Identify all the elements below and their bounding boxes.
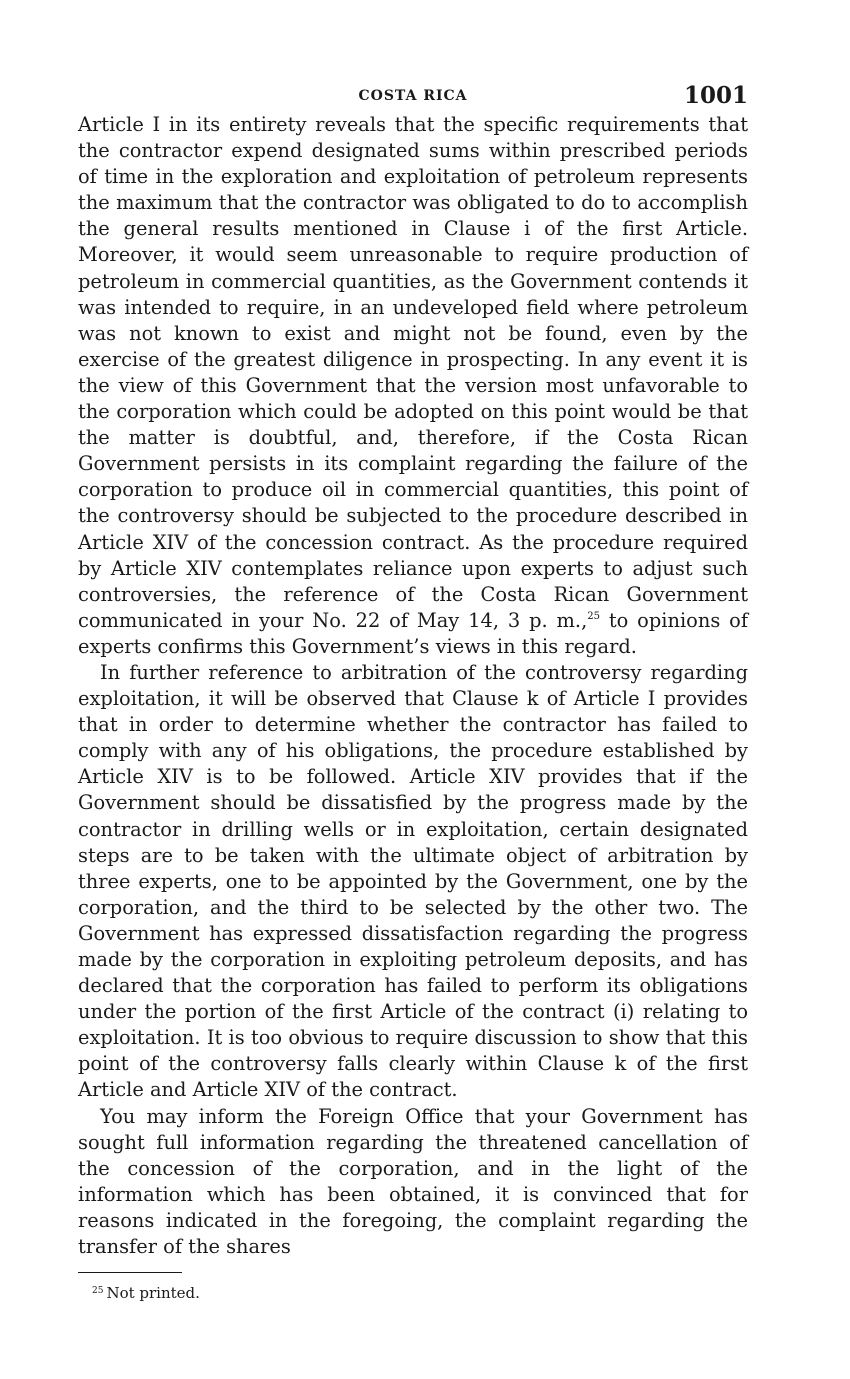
footnote-divider	[78, 1272, 182, 1273]
footnote-reference: 25	[587, 610, 600, 622]
running-title: COSTA RICA	[358, 88, 468, 104]
paragraph-1-text: Article I in its entirety reveals that the specific requirements that the contractor expend designated sums within prescribed periods of time in the exploration and exploitation of petroleum represents the maximum that the contractor was obligated to do to accomplish the general results mentioned in Clause i of the first Article. Moreover, it would seem unreasonable to require production of petroleum in commercial quantities, as the Government contends it was intended to require, in an undeveloped field where petroleum was not known to exist and might not be found, even by the exercise of the greatest diligence in prospecting. In any event it is the view of this Government that the version most unfavorable to the corporation which could be adopted on this point would be that the matter is doubtful, and, therefore, if the Costa Rican Government persists in its complaint regarding the failure of the corporation to produce oil in commercial quantities, this point of the controversy should be subjected to the procedure described in Article XIV of the concession contract. As the procedure required by Article XIV contemplates reliance upon experts to adjust such controversies, the reference of the Costa Rican Government communicated in your No. 22 of May 14, 3 p. m.,	[78, 113, 748, 632]
footnote	[92, 1284, 748, 1302]
paragraph-3: You may inform the Foreign Office that your Government has sought full information regarding the threatened cancellation of the concession of the corporation, and in the light of the information which has been obtained, it is convinced that for reasons indicated in the foregoing, the complaint regarding the transfer of the shares	[78, 1104, 748, 1259]
paragraph-1	[78, 112, 748, 660]
page-number: 1001	[683, 82, 748, 109]
footnote-text: Not printed.	[106, 1284, 200, 1303]
body-text	[78, 112, 748, 1260]
paragraph-1-text-continued: to opinions of experts confirms this Government’s views in this regard.	[78, 608, 749, 658]
document-page	[78, 80, 748, 1302]
page-header	[78, 80, 748, 112]
footnote-mark: 25	[92, 1286, 104, 1297]
paragraph-2: In further reference to arbitration of the controversy regarding exploitation, it will be observed that Clause k of Article I provides that in order to determine whether the contractor has failed to comply with any of his obligations, the procedure established by Article XIV is to be followed. Article XIV provides that if the Government should be dissatisfied by the progress made by the contractor in drilling wells or in exploitation, certain designated steps are to be taken with the ultimate object of arbitration by three experts, one to be appointed by the Government, one by the corporation, and the third to be selected by the other two. The Government has expressed dissatisfaction regarding the progress made by the corporation in exploiting petroleum deposits, and has declared that the corporation has failed to perform its obligations under the portion of the first Article of the contract (i) relating to exploitation. It is too obvious to require discussion to show that this point of the controversy falls clearly within Clause k of the first Article and Article XIV of the contract.	[78, 660, 748, 1102]
